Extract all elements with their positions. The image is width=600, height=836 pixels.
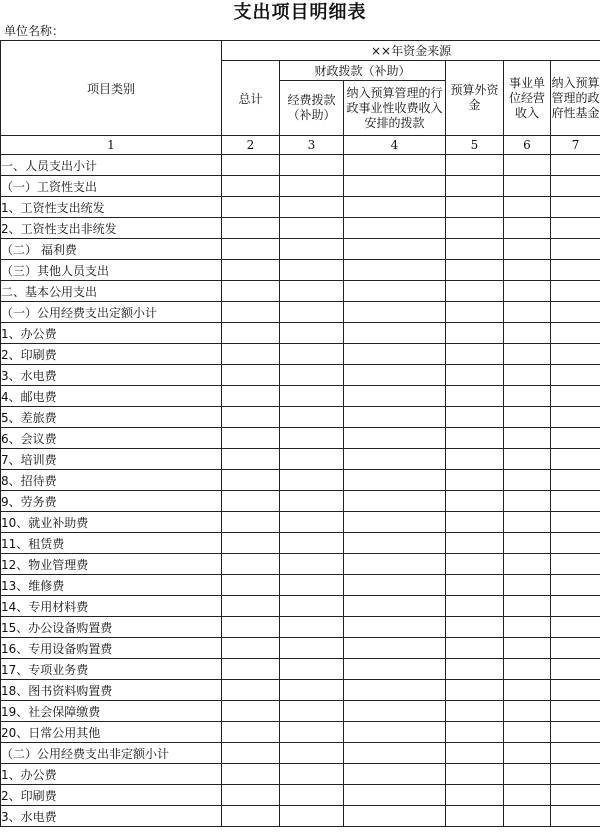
table-row xyxy=(1,659,600,680)
table-row xyxy=(1,323,600,344)
col-number: 4 xyxy=(344,136,446,155)
amount-cell xyxy=(280,365,344,386)
amount-cell xyxy=(344,512,446,533)
amount-cell xyxy=(222,218,280,239)
amount-cell xyxy=(551,512,600,533)
amount-cell xyxy=(280,491,344,512)
table-row xyxy=(1,260,600,281)
row-label: 一、人员支出小计 xyxy=(1,155,222,176)
amount-cell xyxy=(446,680,504,701)
row-label: 1、办公费 xyxy=(1,764,222,785)
amount-cell xyxy=(446,764,504,785)
amount-cell xyxy=(344,197,446,218)
amount-cell xyxy=(504,155,551,176)
row-label: 20、日常公用其他 xyxy=(1,722,222,743)
amount-cell xyxy=(344,344,446,365)
amount-cell xyxy=(551,176,600,197)
col-number: 5 xyxy=(446,136,504,155)
header-government-fund: 纳入预算管理的政府性基金 xyxy=(551,61,600,136)
amount-cell xyxy=(280,239,344,260)
amount-cell xyxy=(551,596,600,617)
amount-cell xyxy=(551,575,600,596)
amount-cell xyxy=(344,554,446,575)
amount-cell xyxy=(504,470,551,491)
row-label: 6、会议费 xyxy=(1,428,222,449)
col-number: 7 xyxy=(551,136,600,155)
amount-cell xyxy=(344,806,446,827)
amount-cell xyxy=(280,281,344,302)
table-row xyxy=(1,470,600,491)
row-label: 二、基本公用支出 xyxy=(1,281,222,302)
amount-cell xyxy=(344,680,446,701)
amount-cell xyxy=(504,197,551,218)
amount-cell xyxy=(222,659,280,680)
table-row xyxy=(1,365,600,386)
row-label: 1、工资性支出统发 xyxy=(1,197,222,218)
amount-cell xyxy=(222,617,280,638)
row-label: 19、社会保障缴费 xyxy=(1,701,222,722)
amount-cell xyxy=(344,218,446,239)
table-row xyxy=(1,449,600,470)
amount-cell xyxy=(504,386,551,407)
table-row xyxy=(1,155,600,176)
amount-cell xyxy=(551,470,600,491)
row-label: 2、工资性支出非统发 xyxy=(1,218,222,239)
amount-cell xyxy=(504,806,551,827)
table-row xyxy=(1,638,600,659)
table-row xyxy=(1,344,600,365)
amount-cell xyxy=(504,659,551,680)
amount-cell xyxy=(222,155,280,176)
amount-cell xyxy=(222,554,280,575)
amount-cell xyxy=(280,785,344,806)
amount-cell xyxy=(551,449,600,470)
amount-cell xyxy=(446,155,504,176)
amount-cell xyxy=(504,491,551,512)
amount-cell xyxy=(280,302,344,323)
row-label: 10、就业补助费 xyxy=(1,512,222,533)
amount-cell xyxy=(280,344,344,365)
amount-cell xyxy=(280,449,344,470)
amount-cell xyxy=(280,638,344,659)
amount-cell xyxy=(222,596,280,617)
amount-cell xyxy=(446,785,504,806)
amount-cell xyxy=(551,743,600,764)
amount-cell xyxy=(504,743,551,764)
row-label: 9、劳务费 xyxy=(1,491,222,512)
amount-cell xyxy=(446,554,504,575)
header-business-income: 事业单位经营收入 xyxy=(504,61,551,136)
amount-cell xyxy=(222,806,280,827)
amount-cell xyxy=(280,806,344,827)
amount-cell xyxy=(344,176,446,197)
col-number: 6 xyxy=(504,136,551,155)
amount-cell xyxy=(446,617,504,638)
amount-cell xyxy=(280,722,344,743)
amount-cell xyxy=(222,176,280,197)
table-row xyxy=(1,491,600,512)
amount-cell xyxy=(280,218,344,239)
amount-cell xyxy=(222,323,280,344)
row-label: 13、维修费 xyxy=(1,575,222,596)
amount-cell xyxy=(280,197,344,218)
amount-cell xyxy=(504,512,551,533)
amount-cell xyxy=(551,491,600,512)
col-number: 1 xyxy=(1,136,222,155)
amount-cell xyxy=(280,470,344,491)
amount-cell xyxy=(446,491,504,512)
table-row xyxy=(1,617,600,638)
amount-cell xyxy=(504,407,551,428)
table-row xyxy=(1,764,600,785)
table-row xyxy=(1,281,600,302)
amount-cell xyxy=(280,743,344,764)
amount-cell xyxy=(344,701,446,722)
amount-cell xyxy=(551,554,600,575)
amount-cell xyxy=(344,155,446,176)
amount-cell xyxy=(504,344,551,365)
table-row xyxy=(1,596,600,617)
amount-cell xyxy=(222,449,280,470)
amount-cell xyxy=(222,785,280,806)
row-label: 15、办公设备购置费 xyxy=(1,617,222,638)
amount-cell xyxy=(551,344,600,365)
page-title: 支出项目明细表 xyxy=(233,2,367,23)
amount-cell xyxy=(551,785,600,806)
amount-cell xyxy=(222,386,280,407)
amount-cell xyxy=(446,638,504,659)
amount-cell xyxy=(280,176,344,197)
amount-cell xyxy=(446,176,504,197)
amount-cell xyxy=(551,407,600,428)
amount-cell xyxy=(446,701,504,722)
amount-cell xyxy=(344,323,446,344)
amount-cell xyxy=(280,680,344,701)
amount-cell xyxy=(344,491,446,512)
amount-cell xyxy=(344,281,446,302)
amount-cell xyxy=(344,659,446,680)
amount-cell xyxy=(504,722,551,743)
row-label: 16、专用设备购置费 xyxy=(1,638,222,659)
table-row xyxy=(1,575,600,596)
row-label: 8、招待费 xyxy=(1,470,222,491)
amount-cell xyxy=(344,260,446,281)
expense-detail-table xyxy=(0,40,600,827)
amount-cell xyxy=(504,617,551,638)
amount-cell xyxy=(551,617,600,638)
amount-cell xyxy=(504,785,551,806)
amount-cell xyxy=(344,638,446,659)
amount-cell xyxy=(551,323,600,344)
amount-cell xyxy=(344,407,446,428)
table-row xyxy=(1,302,600,323)
row-label: 2、印刷费 xyxy=(1,344,222,365)
row-label: 12、物业管理费 xyxy=(1,554,222,575)
amount-cell xyxy=(280,428,344,449)
amount-cell xyxy=(504,449,551,470)
amount-cell xyxy=(222,428,280,449)
amount-cell xyxy=(222,239,280,260)
table-row xyxy=(1,176,600,197)
amount-cell xyxy=(551,659,600,680)
amount-cell xyxy=(504,533,551,554)
amount-cell xyxy=(280,155,344,176)
amount-cell xyxy=(446,281,504,302)
amount-cell xyxy=(344,764,446,785)
table-row xyxy=(1,680,600,701)
amount-cell xyxy=(504,260,551,281)
amount-cell xyxy=(504,323,551,344)
amount-cell xyxy=(446,239,504,260)
amount-cell xyxy=(446,533,504,554)
table-row xyxy=(1,218,600,239)
amount-cell xyxy=(504,281,551,302)
amount-cell xyxy=(222,533,280,554)
amount-cell xyxy=(280,386,344,407)
amount-cell xyxy=(344,449,446,470)
amount-cell xyxy=(222,344,280,365)
amount-cell xyxy=(551,218,600,239)
amount-cell xyxy=(344,239,446,260)
table-row xyxy=(1,428,600,449)
table-row xyxy=(1,806,600,827)
row-label: 3、水电费 xyxy=(1,806,222,827)
amount-cell xyxy=(551,764,600,785)
amount-cell xyxy=(222,512,280,533)
amount-cell xyxy=(344,365,446,386)
amount-cell xyxy=(446,470,504,491)
table-row xyxy=(1,407,600,428)
amount-cell xyxy=(446,575,504,596)
header-total: 总计 xyxy=(222,61,280,136)
amount-cell xyxy=(446,659,504,680)
amount-cell xyxy=(280,533,344,554)
amount-cell xyxy=(222,743,280,764)
amount-cell xyxy=(280,617,344,638)
amount-cell xyxy=(280,575,344,596)
amount-cell xyxy=(344,722,446,743)
amount-cell xyxy=(344,386,446,407)
header-extra-budget-funds: 预算外资金 xyxy=(446,61,504,136)
amount-cell xyxy=(222,491,280,512)
amount-cell xyxy=(344,575,446,596)
amount-cell xyxy=(222,302,280,323)
header-admin-fee-appropriation: 纳入预算管理的行政事业性收费收入安排的拨款 xyxy=(344,81,446,136)
table-row xyxy=(1,239,600,260)
table-row xyxy=(1,785,600,806)
amount-cell xyxy=(344,785,446,806)
amount-cell xyxy=(446,743,504,764)
table-row xyxy=(1,386,600,407)
header-fiscal-appropriation: 财政拨款（补助） xyxy=(280,61,446,81)
col-number: 2 xyxy=(222,136,280,155)
amount-cell xyxy=(222,365,280,386)
amount-cell xyxy=(551,428,600,449)
table-row xyxy=(1,743,600,764)
amount-cell xyxy=(551,386,600,407)
amount-cell xyxy=(551,281,600,302)
amount-cell xyxy=(344,302,446,323)
amount-cell xyxy=(280,512,344,533)
amount-cell xyxy=(551,701,600,722)
amount-cell xyxy=(280,407,344,428)
amount-cell xyxy=(446,344,504,365)
header-fund-appropriation: 经费拨款（补助） xyxy=(280,81,344,136)
amount-cell xyxy=(344,533,446,554)
row-label: 17、专项业务费 xyxy=(1,659,222,680)
row-label: （二） 福利费 xyxy=(1,239,222,260)
amount-cell xyxy=(222,701,280,722)
amount-cell xyxy=(446,722,504,743)
amount-cell xyxy=(446,386,504,407)
amount-cell xyxy=(222,407,280,428)
amount-cell xyxy=(222,260,280,281)
amount-cell xyxy=(446,260,504,281)
amount-cell xyxy=(446,197,504,218)
amount-cell xyxy=(504,638,551,659)
amount-cell xyxy=(280,701,344,722)
amount-cell xyxy=(222,722,280,743)
row-label: 18、图书资料购置费 xyxy=(1,680,222,701)
amount-cell xyxy=(504,218,551,239)
row-label: （三）其他人员支出 xyxy=(1,260,222,281)
amount-cell xyxy=(344,470,446,491)
amount-cell xyxy=(280,659,344,680)
row-label: 11、租赁费 xyxy=(1,533,222,554)
amount-cell xyxy=(446,323,504,344)
amount-cell xyxy=(551,197,600,218)
row-label: （二）公用经费支出非定额小计 xyxy=(1,743,222,764)
table-row xyxy=(1,533,600,554)
amount-cell xyxy=(551,533,600,554)
table-row xyxy=(1,722,600,743)
amount-cell xyxy=(504,365,551,386)
amount-cell xyxy=(280,764,344,785)
amount-cell xyxy=(446,218,504,239)
amount-cell xyxy=(446,596,504,617)
amount-cell xyxy=(504,428,551,449)
amount-cell xyxy=(344,596,446,617)
amount-cell xyxy=(551,806,600,827)
amount-cell xyxy=(446,365,504,386)
table-row xyxy=(1,701,600,722)
amount-cell xyxy=(222,680,280,701)
amount-cell xyxy=(446,449,504,470)
amount-cell xyxy=(551,260,600,281)
row-label: 14、专用材料费 xyxy=(1,596,222,617)
amount-cell xyxy=(222,764,280,785)
amount-cell xyxy=(344,428,446,449)
table-row xyxy=(1,512,600,533)
amount-cell xyxy=(551,302,600,323)
amount-cell xyxy=(504,596,551,617)
amount-cell xyxy=(504,239,551,260)
amount-cell xyxy=(344,617,446,638)
row-label: （一）公用经费支出定额小计 xyxy=(1,302,222,323)
row-label: 7、培训费 xyxy=(1,449,222,470)
amount-cell xyxy=(446,512,504,533)
header-fund-source: ××年资金来源 xyxy=(222,41,600,61)
amount-cell xyxy=(551,638,600,659)
amount-cell xyxy=(504,575,551,596)
header-category: 项目类别 xyxy=(1,41,222,136)
table-row xyxy=(1,197,600,218)
amount-cell xyxy=(222,197,280,218)
amount-cell xyxy=(551,155,600,176)
row-label: 4、邮电费 xyxy=(1,386,222,407)
amount-cell xyxy=(446,407,504,428)
unit-name-label: 单位名称： xyxy=(4,24,65,38)
amount-cell xyxy=(280,554,344,575)
amount-cell xyxy=(504,176,551,197)
amount-cell xyxy=(344,743,446,764)
amount-cell xyxy=(551,365,600,386)
amount-cell xyxy=(280,596,344,617)
amount-cell xyxy=(504,680,551,701)
row-label: 3、水电费 xyxy=(1,365,222,386)
amount-cell xyxy=(222,470,280,491)
amount-cell xyxy=(446,302,504,323)
amount-cell xyxy=(446,428,504,449)
amount-cell xyxy=(504,554,551,575)
row-label: （一）工资性支出 xyxy=(1,176,222,197)
row-label: 2、印刷费 xyxy=(1,785,222,806)
amount-cell xyxy=(504,764,551,785)
amount-cell xyxy=(504,302,551,323)
amount-cell xyxy=(280,260,344,281)
table-row xyxy=(1,554,600,575)
amount-cell xyxy=(551,722,600,743)
amount-cell xyxy=(280,323,344,344)
col-number: 3 xyxy=(280,136,344,155)
amount-cell xyxy=(222,575,280,596)
amount-cell xyxy=(446,806,504,827)
row-label: 1、办公费 xyxy=(1,323,222,344)
amount-cell xyxy=(551,680,600,701)
amount-cell xyxy=(222,281,280,302)
amount-cell xyxy=(551,239,600,260)
row-label: 5、差旅费 xyxy=(1,407,222,428)
amount-cell xyxy=(222,638,280,659)
amount-cell xyxy=(504,701,551,722)
